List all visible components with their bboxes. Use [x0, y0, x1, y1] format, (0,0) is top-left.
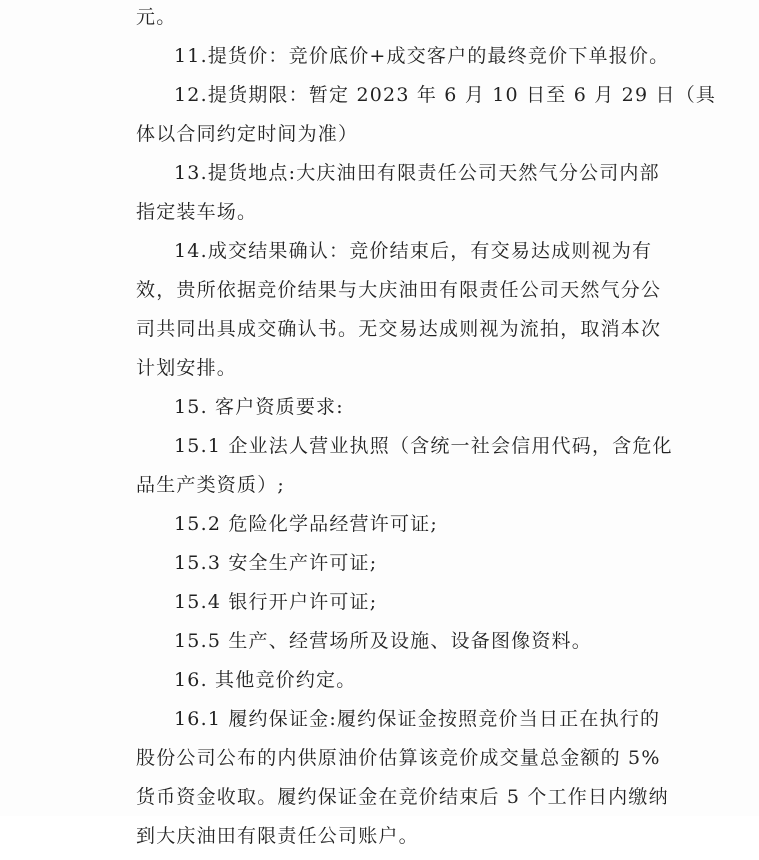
text-line: 16. 其他竞价约定。: [174, 669, 357, 691]
text-line: 司共同出具成交确认书。无交易达成则视为流拍，取消本次: [136, 318, 662, 340]
text-line: 品生产类资质）;: [136, 474, 286, 496]
text-line: 元。: [136, 6, 177, 28]
text-line: 效，贵所依据竞价结果与大庆油田有限责任公司天然气分公: [136, 279, 662, 301]
text-line: 15.3 安全生产许可证;: [174, 552, 378, 574]
text-line: 15.5 生产、经营场所及设施、设备图像资料。: [174, 630, 592, 652]
document-body: [136, 2, 717, 860]
text-line: 股份公司公布的内供原油价估算该竞价成交量总金额的 5%: [136, 747, 661, 769]
text-line: 13.提货地点:大庆油田有限责任公司天然气分公司内部: [174, 162, 660, 184]
text-line: 计划安排。: [136, 357, 238, 379]
text-line: 12.提货期限：暂定 2023 年 6 月 10 日至 6 月 29 日（具: [174, 84, 717, 106]
text-line: 16.1 履约保证金:履约保证金按照竞价当日正在执行的: [174, 708, 661, 730]
text-line: 体以合同约定时间为准）: [136, 123, 359, 145]
text-line: 指定装车场。: [136, 201, 258, 223]
text-line: 14.成交结果确认：竞价结束后，有交易达成则视为有: [174, 240, 653, 262]
text-line: 15. 客户资质要求:: [174, 396, 344, 418]
text-line: 15.4 银行开户许可证;: [174, 591, 378, 613]
text-line: 到大庆油田有限责任公司账户。: [136, 825, 419, 847]
text-line: 11.提货价：竞价底价+成交客户的最终竞价下单报价。: [174, 45, 670, 67]
text-line: 货币资金收取。履约保证金在竞价结束后 5 个工作日内缴纳: [136, 786, 669, 808]
text-line: 15.1 企业法人营业执照（含统一社会信用代码，含危化: [174, 435, 673, 457]
text-line: 15.2 危险化学品经营许可证;: [174, 513, 438, 535]
